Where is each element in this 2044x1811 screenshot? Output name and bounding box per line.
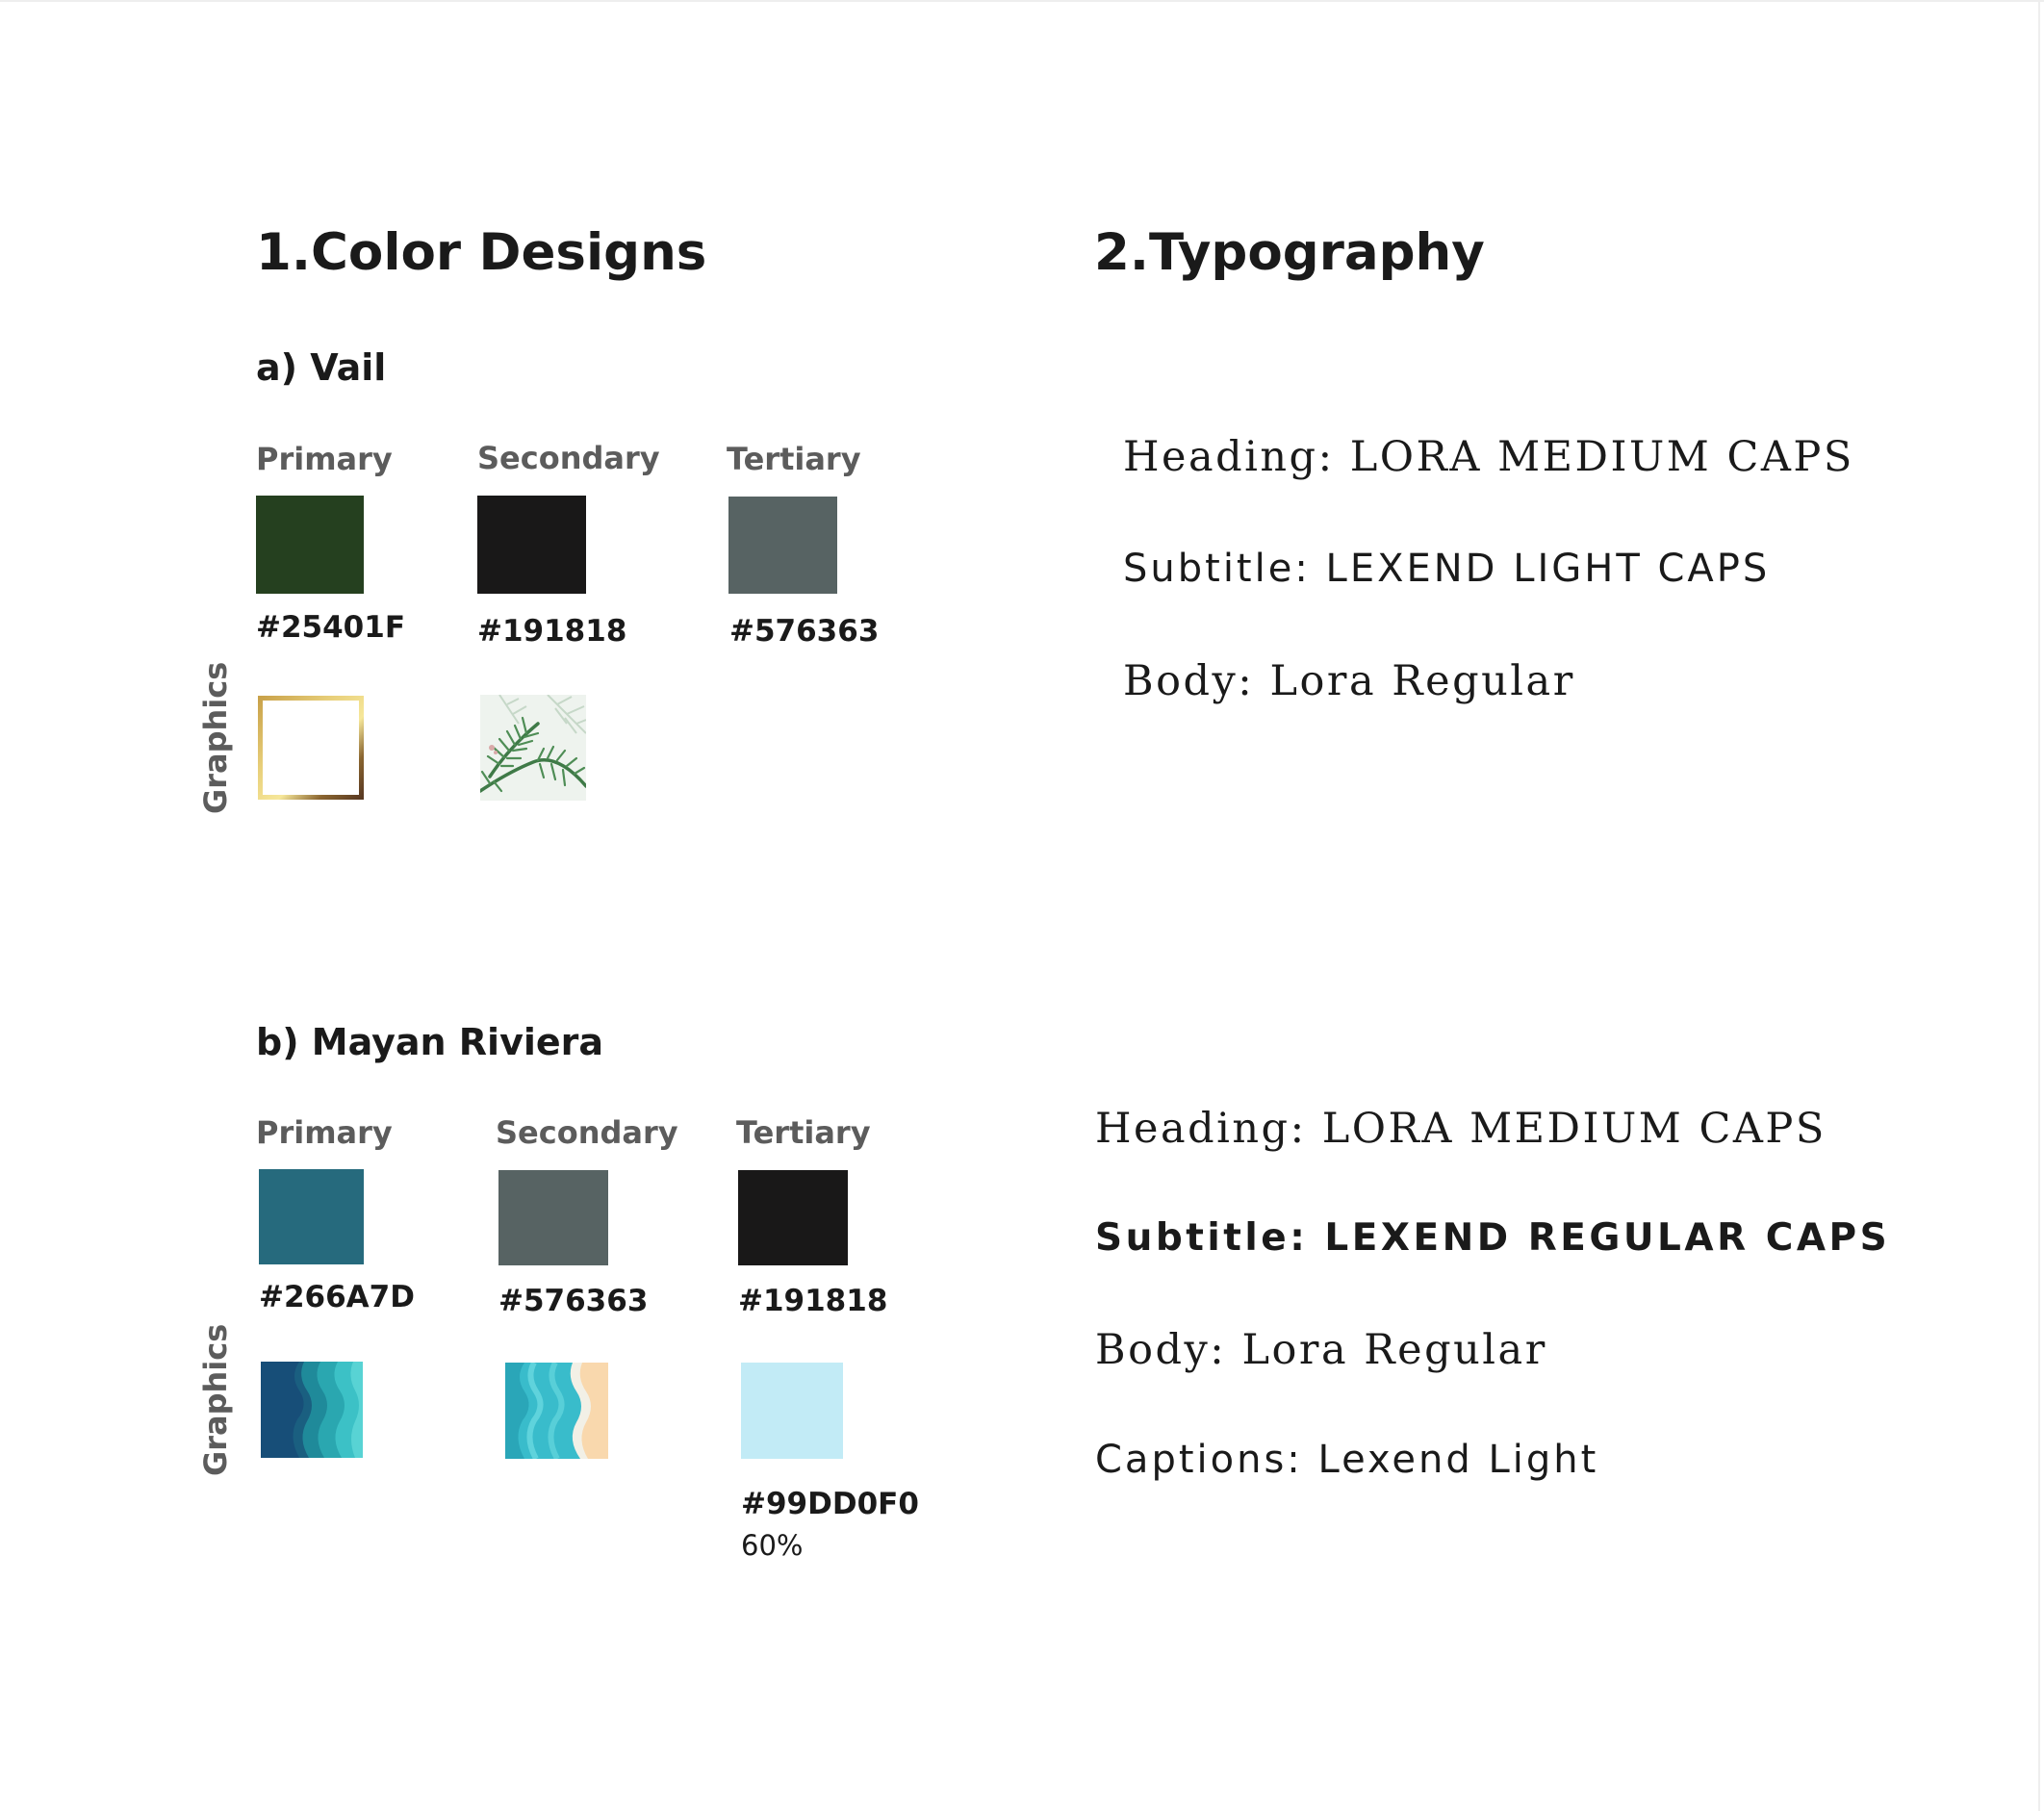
vail-tertiary-hex: #576363 [729, 614, 880, 649]
vail-tertiary-swatch [728, 497, 837, 594]
mayan-accent-opacity: 60% [741, 1529, 804, 1562]
vail-body-font: Body: Lora Regular [1123, 657, 1575, 705]
mayan-accent-hex: #99DD0F0 [741, 1487, 919, 1521]
vail-heading-font: Heading: LORA MEDIUM CAPS [1123, 433, 1854, 481]
vail-tertiary-label: Tertiary [727, 441, 861, 477]
vail-subtitle-font: Subtitle: LEXEND LIGHT CAPS [1123, 547, 1771, 591]
mayan-accent-swatch [741, 1363, 843, 1459]
mayan-riviera-title: b) Mayan Riviera [256, 1021, 604, 1063]
mayan-graphics-label: Graphics [197, 1323, 234, 1476]
vail-secondary-label: Secondary [477, 440, 660, 476]
mayan-tertiary-label: Tertiary [736, 1114, 871, 1151]
vail-secondary-hex: #191818 [477, 614, 627, 649]
vail-primary-label: Primary [256, 441, 393, 477]
mayan-primary-label: Primary [256, 1114, 393, 1151]
vail-primary-hex: #25401F [256, 610, 405, 645]
mayan-subtitle-font: Subtitle: LEXEND REGULAR CAPS [1095, 1216, 1891, 1260]
gold-frame-graphic [258, 696, 364, 800]
mayan-secondary-swatch [498, 1170, 608, 1265]
right-border [2038, 0, 2040, 1811]
mayan-tertiary-swatch [738, 1170, 848, 1265]
typography-title: 2.Typography [1094, 223, 1485, 282]
vail-primary-swatch [256, 496, 364, 594]
color-designs-title: 1.Color Designs [256, 223, 707, 282]
mayan-heading-font: Heading: LORA MEDIUM CAPS [1095, 1105, 1827, 1153]
mayan-tertiary-hex: #191818 [738, 1284, 888, 1318]
mayan-primary-swatch [259, 1169, 364, 1264]
mayan-body-font: Body: Lora Regular [1095, 1326, 1547, 1374]
shore-wave-graphic [505, 1363, 608, 1459]
vail-secondary-swatch [477, 496, 586, 594]
mayan-primary-hex: #266A7D [259, 1280, 415, 1314]
deep-wave-graphic [261, 1362, 363, 1458]
top-border [0, 0, 2044, 2]
pine-branch-graphic [480, 695, 586, 801]
mayan-secondary-hex: #576363 [498, 1284, 649, 1318]
vail-graphics-label: Graphics [197, 661, 234, 814]
mayan-secondary-label: Secondary [496, 1114, 678, 1151]
vail-title: a) Vail [256, 346, 387, 389]
mayan-captions-font: Captions: Lexend Light [1095, 1438, 1599, 1482]
